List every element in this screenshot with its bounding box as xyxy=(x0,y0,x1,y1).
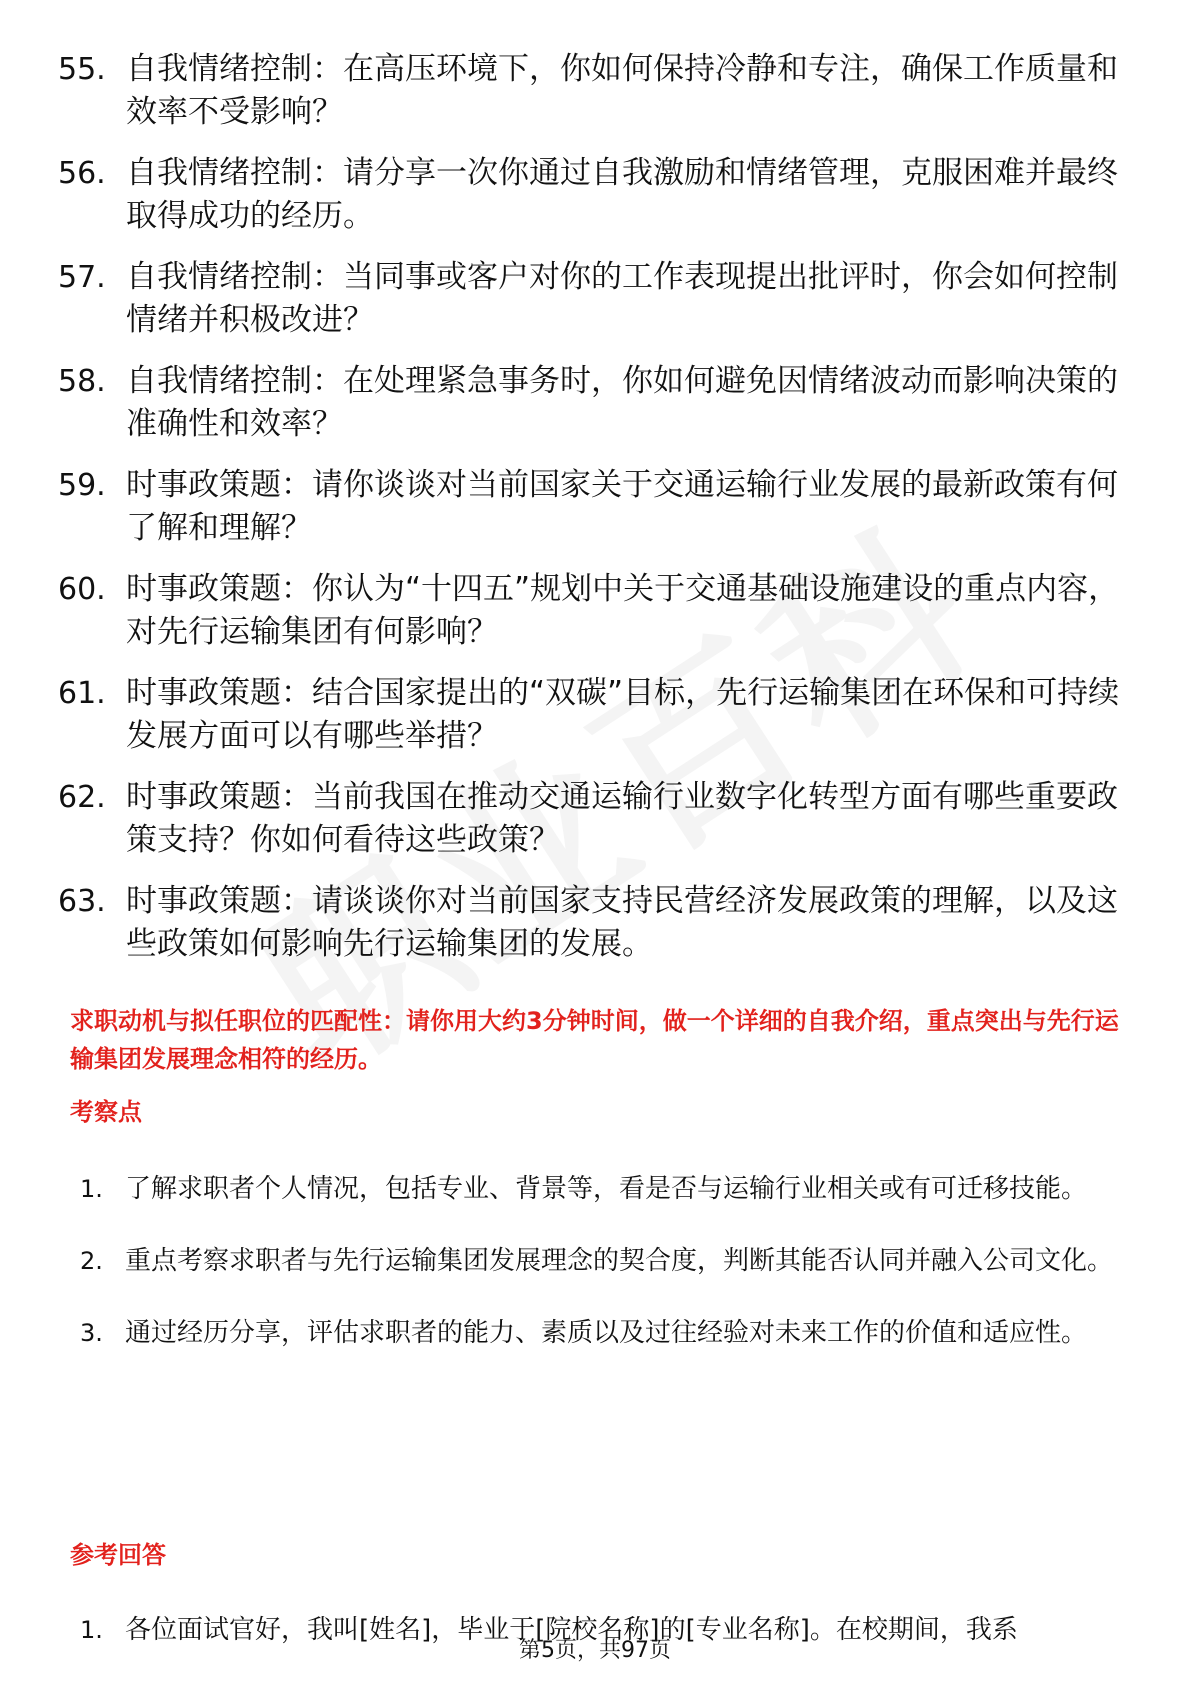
item-text: 时事政策题：结合国家提出的“双碳”目标，先行运输集团在环保和可持续发展方面可以有哪些举措？ xyxy=(126,675,1120,754)
list-item xyxy=(58,880,1138,966)
question-list xyxy=(58,48,1138,984)
list-item xyxy=(58,256,1138,342)
item-text: 各位面试官好，我叫[姓名]，毕业于[院校名称]的[专业名称]。在校期间，我系 xyxy=(125,1615,1018,1645)
list-item xyxy=(58,152,1138,238)
item-text: 时事政策题：当前我国在推动交通运输行业数字化转型方面有哪些重要政策支持？你如何看待这些政策？ xyxy=(126,779,1118,858)
item-text: 自我情绪控制：在处理紧急事务时，你如何避免因情绪波动而影响决策的准确性和效率？ xyxy=(126,363,1118,442)
item-number: 61. xyxy=(58,676,106,711)
featured-question: 求职动机与拟任职位的匹配性：请你用大约3分钟时间，做一个详细的自我介绍，重点突出与先行运输集团发展理念相符的经历。 xyxy=(70,1007,1119,1073)
item-number: 60. xyxy=(58,572,106,607)
item-number: 1. xyxy=(80,1616,103,1644)
item-number: 58. xyxy=(58,364,106,399)
item-number: 2. xyxy=(80,1247,103,1275)
item-text: 时事政策题：你认为“十四五”规划中关于交通基础设施建设的重点内容，对先行运输集团有何影响？ xyxy=(126,571,1120,650)
item-number: 63. xyxy=(58,884,106,919)
list-item xyxy=(58,464,1138,550)
list-item xyxy=(58,568,1138,654)
item-number: 55. xyxy=(58,52,106,87)
item-number: 62. xyxy=(58,780,106,815)
assessment-points xyxy=(80,1160,1120,1376)
list-item xyxy=(58,672,1138,758)
item-text: 自我情绪控制：在高压环境下，你如何保持冷静和专注，确保工作质量和效率不受影响？ xyxy=(126,51,1118,130)
item-number: 59. xyxy=(58,468,106,503)
item-number: 3. xyxy=(80,1319,103,1347)
item-number: 1. xyxy=(80,1175,103,1203)
item-text: 时事政策题：请谈谈你对当前国家支持民营经济发展政策的理解，以及这些政策如何影响先行运输集团的发展。 xyxy=(126,883,1118,962)
reference-heading: 参考回答 xyxy=(70,1541,166,1569)
item-text: 自我情绪控制：请分享一次你通过自我激励和情绪管理，克服困难并最终取得成功的经历。 xyxy=(126,155,1118,234)
list-item xyxy=(80,1304,1120,1362)
assessment-heading: 考察点 xyxy=(70,1098,142,1126)
item-text: 时事政策题：请你谈谈对当前国家关于交通运输行业发展的最新政策有何了解和理解？ xyxy=(126,467,1118,546)
item-text: 重点考察求职者与先行运输集团发展理念的契合度，判断其能否认同并融入公司文化。 xyxy=(125,1246,1114,1276)
list-item xyxy=(58,776,1138,862)
item-number: 57. xyxy=(58,260,106,295)
list-item xyxy=(80,1232,1120,1290)
list-item xyxy=(58,48,1138,134)
list-item xyxy=(58,360,1138,446)
item-text: 自我情绪控制：当同事或客户对你的工作表现提出批评时，你会如何控制情绪并积极改进？ xyxy=(126,259,1118,338)
item-number: 56. xyxy=(58,156,106,191)
list-item xyxy=(80,1160,1120,1218)
item-text: 通过经历分享，评估求职者的能力、素质以及过往经验对未来工作的价值和适应性。 xyxy=(125,1318,1088,1348)
page-footer: 第5页，共97页 xyxy=(519,1638,671,1663)
item-text: 了解求职者个人情况，包括专业、背景等，看是否与运输行业相关或有可迁移技能。 xyxy=(125,1174,1088,1204)
